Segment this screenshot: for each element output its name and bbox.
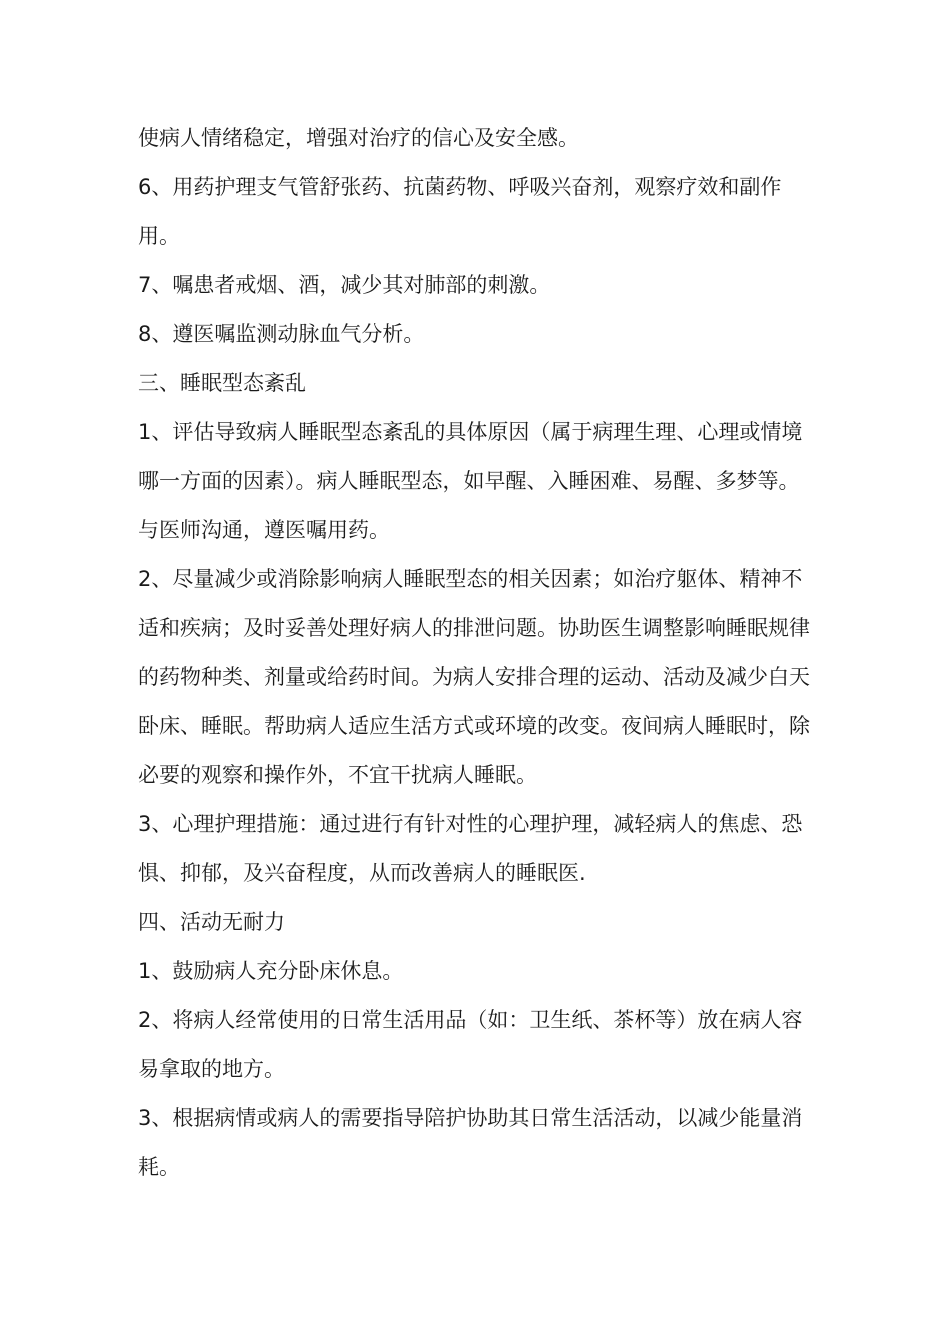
- paragraph-activity-item-1: 1、鼓励病人充分卧床休息。: [138, 959, 404, 983]
- document-body: [138, 114, 818, 1192]
- paragraph-item-7-quit-smoking: 7、嘱患者戒烟、酒，减少其对肺部的刺激。: [138, 273, 551, 297]
- section-heading-activity-intolerance: 四、活动无耐力: [138, 910, 285, 934]
- paragraph-sleep-item-1: 1、评估导致病人睡眠型态紊乱的具体原因（属于病理生理、心理或情境哪一方面的因素）。病人睡眠型态，如早醒、入睡困难、易醒、多梦等。与医师沟通，遵医嘱用药。: [138, 420, 803, 542]
- paragraph-sleep-item-3: 3、心理护理措施：通过进行有针对性的心理护理，减轻病人的焦虑、恐惧、抑郁，及兴奋程度，从而改善病人的睡眠医.: [138, 812, 803, 885]
- paragraph-emotional-support: 使病人情绪稳定，增强对治疗的信心及安全感。: [138, 126, 579, 150]
- paragraph-activity-item-3: 3、根据病情或病人的需要指导陪护协助其日常生活活动，以减少能量消耗。: [138, 1106, 803, 1179]
- paragraph-item-8-blood-gas: 8、遵医嘱监测动脉血气分析。: [138, 322, 425, 346]
- paragraph-activity-item-2: 2、将病人经常使用的日常生活用品（如：卫生纸、茶杯等）放在病人容易拿取的地方。: [138, 1008, 803, 1081]
- paragraph-sleep-item-2: 2、尽量减少或消除影响病人睡眠型态的相关因素；如治疗躯体、精神不适和疾病；及时妥善处理好病人的排泄问题。协助医生调整影响睡眠规律的药物种类、剂量或给药时间。为病人安排合理的运动、活动及减少白天卧床、睡眠。帮助病人适应生活方式或环境的改变。夜间病人睡眠时，除必要的观察和操作外，不宜干扰病人睡眠。: [138, 567, 810, 787]
- paragraph-item-6-medication: 6、用药护理支气管舒张药、抗菌药物、呼吸兴奋剂，观察疗效和副作用。: [138, 175, 782, 248]
- section-heading-sleep-disorder: 三、睡眠型态紊乱: [138, 371, 306, 395]
